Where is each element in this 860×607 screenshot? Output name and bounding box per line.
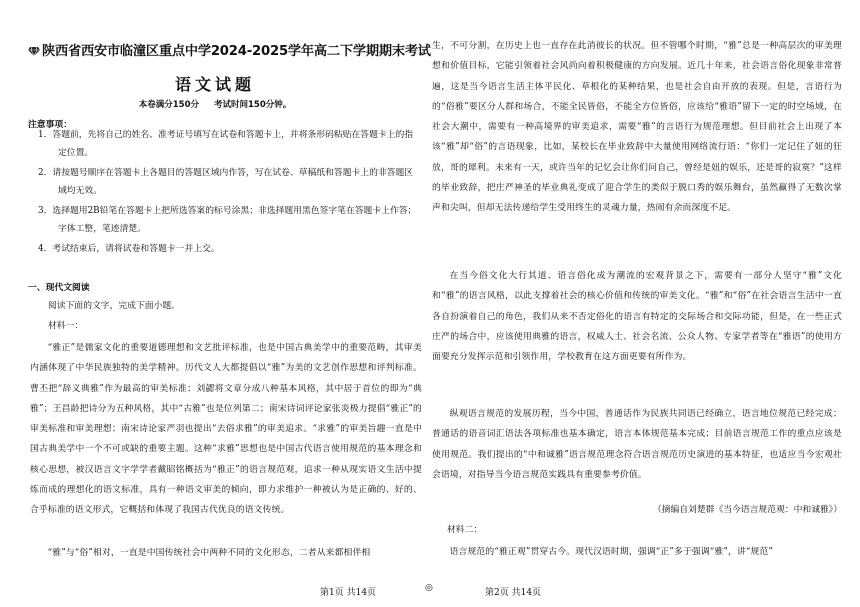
notice-item: 3．选择题用2B铅笔在答题卡上把所选答案的标号涂黑；非选择题用黑色签字笔在答题卡上作答；字体工整，笔迹清楚。	[38, 206, 417, 234]
exam-title	[28, 40, 431, 59]
material2-paragraph-1: 语言规范的“雅正观”贯穿古今。现代汉语时期，强调“正”多于强调“雅”，讲“规范”	[449, 547, 774, 557]
notice-list	[38, 126, 418, 260]
notice-item: 4．考试结束后，请将试卷和答题卡一并上交。	[38, 244, 220, 254]
subject-title: 语文试题	[174, 75, 255, 94]
section-heading: 一、现代文阅读	[28, 283, 90, 293]
page-number-left: 第1页 共14页	[320, 588, 377, 598]
page-number-right: 第2页 共14页	[485, 588, 542, 598]
material2-label: 材料二：	[447, 525, 483, 535]
notice-item: 1．答题前，先将自己的姓名、准考证号填写在试卷和答题卡上，并将条形码粘贴在答题卡上的指定位置。	[38, 130, 414, 158]
notice-item: 2．请按题号顺序在答题卡上各题目的答题区域内作答，写在试卷、草稿纸和答题卡上的非答题区域均无效。	[38, 168, 414, 196]
exam-meta	[0, 98, 430, 110]
material1-paragraph-4: 纵观语言规范的发展历程，当今中国，普通话作为民族共同语已经确立，语言地位规范已经完成；普通话的语音词汇语法各项标准也基本确定，语言本体规范基本完成；目前语言规范工作的重点应该是使用规范。我们提出的“中和诚雅”语言规范理念符合语言规范历史演进的基本特征，也适应当今宏观社会语境，对指导当今语言规范实践具有重要参考价值。	[432, 409, 842, 480]
material1-paragraph-2-continued: 生，不可分割，在历史上也一直存在此消彼长的状况。但不管哪个时期，“雅”总是一种高层次的审美理想和价值目标，它能引领着社会风尚向着积极健康的方向发展。近几十年来，社会语言俗化现象非常普遍，这是当今语言生活主体平民化、草根化的某种结果，也是社会自由开放的表现。但是，言语行为的“俗雅”要区分人群和场合，不能全民皆俗，不能全方位皆俗，应该给“雅语”留下一定的时空场域，在社会大潮中，需要有一种高境界的审美追求，需要“雅”的言语行为规范理想。但目前社会上出现了本该“雅”却“俗”的言语现象，比如，某校长在毕业致辞中大量使用网络流行语：“你们一定记住了妞的狂放，哥的犀利。未来有一天，或许当年的记忆会让你们问自己，曾经是妞的娱乐，还是哥的寂寞？”这样的毕业致辞，把庄严神圣的毕业典礼变成了迎合学生的类似于脱口秀的娱乐舞台，虽然赢得了无数次掌声和尖叫，但却无法传递给学生受用终生的灵魂力量，热闹有余而深度不足。	[432, 41, 842, 214]
material1-label: 材料一：	[48, 321, 84, 331]
school-logo-icon	[28, 47, 40, 56]
material1-paragraph-2: “雅”与“俗”相对，一直是中国传统社会中两种不同的文化形态，二者从来都相伴相	[47, 548, 371, 558]
exam-title-text: 陕西省西安市临潼区重点中学2024-2025学年高二下学期期末考试	[42, 44, 431, 59]
exam-time: 考试时间150分钟。	[213, 100, 292, 110]
material1-citation: （摘编自刘楚群《当今语言规范观：中和诚雅》）	[652, 505, 842, 515]
section-instruction: 阅读下面的文字，完成下面小题。	[48, 301, 180, 311]
center-mark: ◎	[425, 583, 433, 593]
material1-paragraph-1: “雅正”是儒家文化的重要道德理想和文艺批评标准，也是中国古典美学中的重要范畴，其审美内涵体现了中华民族独特的美学精神。历代文人大都提倡以“雅”为美的文艺创作思想和评判标准。曹丕把“辞义典雅”作为最高的审美标准；刘勰将文章分成八种基本风格，其中居于首位的即为“典雅”；王昌龄把诗分为五种风格，其中“古雅”也是位列第二；南宋诗词评论家张炎极力提倡“雅正”的审美标准和审美理想；南宋诗论家严羽也提出“去俗求雅”的审美追求。“求雅”的审美旨趣一直是中国古典美学中一个不可或缺的重要主题。这种“求雅”思想也是中国古代语言使用规范的基本理念和核心思想，被汉语言文字学学者戴昭铭概括为“雅正”的语言规范观，追求一种从现实语文生活中提炼而成的理想化的语文标准，具有一种语文审美的倾向，即力求维护一种被认为是正确的、好的、合乎标准的语文形式，它概括和体现了我国古代优良的语文传统。	[30, 343, 422, 516]
material1-paragraph-3: 在当今俗文化大行其道、语言俗化成为潮流的宏观背景之下，需要有一部分人坚守“雅”文化和“雅”的语言风格，以此支撑着社会的核心价值和传统的审美文化。“雅”和“俗”在社会语言生活中一直各自扮演着自己的角色，我们从来不否定俗化的语言有特定的交际场合和交际功能，但是，在一些正式庄严的场合中，应该使用典雅的语言，权威人士、社会名流、公众人物、专家学者等在“雅语”的使用方面要充分发挥示范和引领作用，学校教育在这方面更要有所作为。	[432, 271, 842, 363]
notice-heading: 注意事项：	[28, 120, 72, 130]
full-score: 本卷满分150分	[138, 100, 200, 110]
